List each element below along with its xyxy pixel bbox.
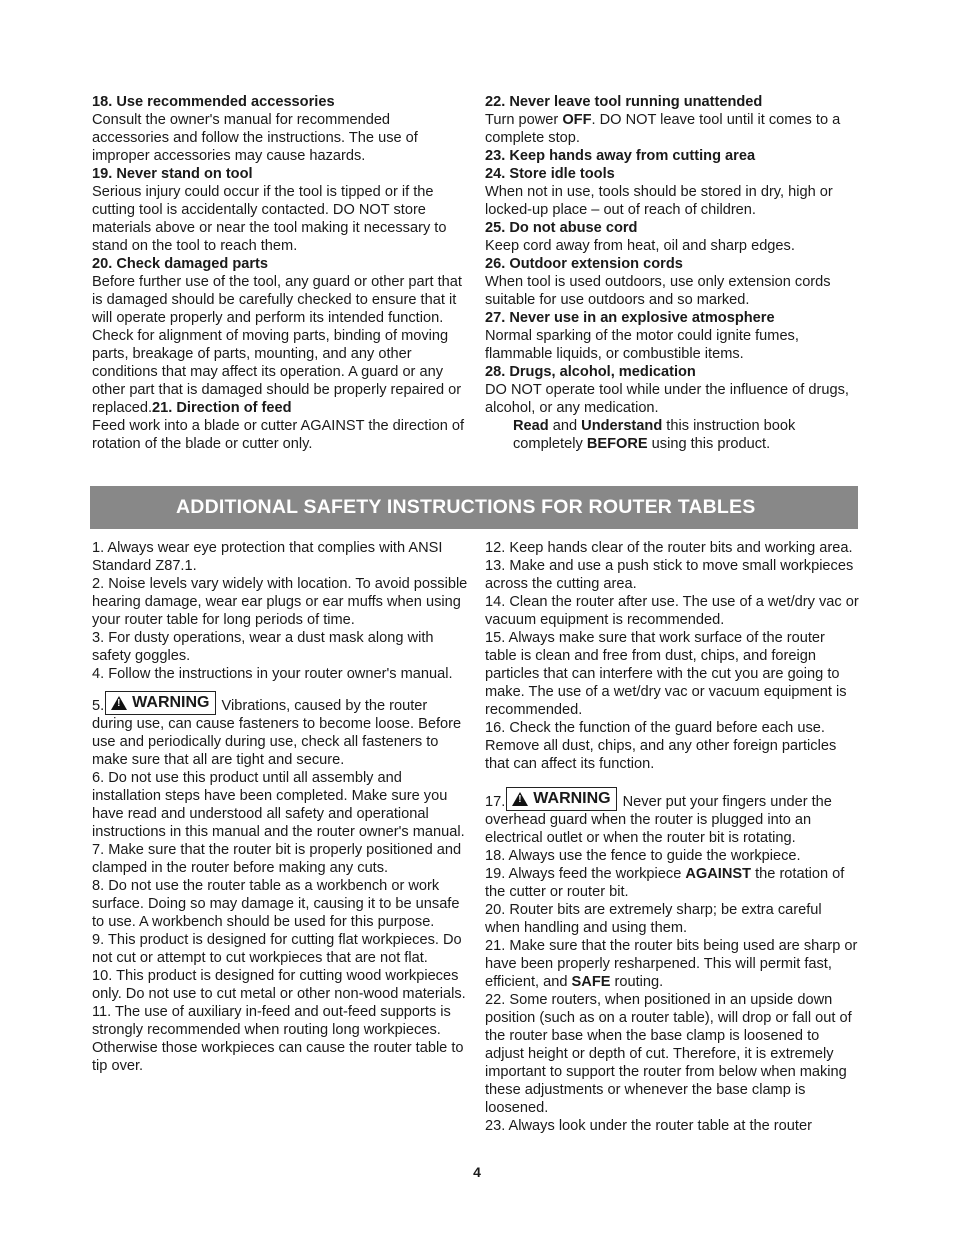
rule-text: Keep cord away from heat, oil and sharp edges. xyxy=(485,238,795,254)
router-table-column-left xyxy=(92,539,472,1075)
notice-bold: Read xyxy=(513,418,549,434)
list-item-number: 5. xyxy=(92,698,105,714)
rule-heading: 27. Never use in an explosive atmosphere xyxy=(485,310,775,326)
list-item: 7. Make sure that the router bit is properly positioned and clamped in the router before making any cuts. xyxy=(92,842,462,876)
rule-heading: 22. Never leave tool running unattended xyxy=(485,94,763,110)
list-item: 3. For dusty operations, wear a dust mask along with safety goggles. xyxy=(92,630,434,664)
warning-label xyxy=(105,691,215,715)
list-item: 20. Router bits are extremely sharp; be extra careful when handling and using them. xyxy=(485,902,822,936)
rule-text: Serious injury could occur if the tool is tipped or if the cutting tool is accidentally contacted. DO NOT store materials above or near the tool making it necessary to stand on the tool to reach them. xyxy=(92,184,447,254)
list-item-number: 17. xyxy=(485,794,506,810)
section-banner: ADDITIONAL SAFETY INSTRUCTIONS FOR ROUTER TABLES xyxy=(90,486,858,529)
list-item: 22. Some routers, when positioned in an upside down position (such as on a router table), will drop or fall out of the router base when the base clamp is loosened to adjust height or depth of cut. Therefore, it is extremely important to support the router from below when making these adjustments or whenever the base clamp is loosened. xyxy=(485,992,852,1116)
rule-text-part: . DO NOT leave tool until it comes to a complete stop. xyxy=(485,112,841,146)
list-item xyxy=(485,865,860,901)
list-item: 11. The use of auxiliary in-feed and out-feed supports is strongly recommended when routing long workpieces. Otherwise those workpieces can cause the router table to tip over. xyxy=(92,1004,464,1074)
rule-text: DO NOT operate tool while under the influence of drugs, alcohol, or any medication. xyxy=(485,382,849,416)
rule-heading: 26. Outdoor extension cords xyxy=(485,256,683,272)
list-item: 16. Check the function of the guard before each use. Remove all dust, chips, and any other foreign particles that can affect its function. xyxy=(485,720,837,772)
page-number: 4 xyxy=(473,1164,481,1180)
notice-bold: Understand xyxy=(581,418,663,434)
list-item: 8. Do not use the router table as a workbench or work surface. Doing so may damage it, causing it to be unsafe to use. A workbench should be used for this purpose. xyxy=(92,878,460,930)
list-item-bold: SAFE xyxy=(571,974,611,990)
rule-text: Normal sparking of the motor could ignite fumes, flammable liquids, or combustible items. xyxy=(485,328,799,362)
rule-text: When not in use, tools should be stored in dry, high or locked-up place – out of reach of children. xyxy=(485,184,833,218)
notice-text: and xyxy=(548,418,582,434)
list-item-text: 21. Make sure that the router bits being used are sharp or have been properly resharpened. This will permit fast, efficient, and xyxy=(485,938,858,990)
warning-text: Vibrations, caused by the router xyxy=(221,698,428,714)
list-item: 13. Make and use a push stick to move small workpieces across the cutting area. xyxy=(485,558,854,592)
rule-text-body: Before further use of the tool, any guard or other part that is damaged should be carefully checked to ensure that it will operate properly and perform its intended function. Check for alignment of moving parts, binding of moving parts, breakage of parts, mounting, and any other conditions that may affect its operation. A guard or any other part that is damaged should be properly repaired or replaced. xyxy=(92,274,462,416)
rule-heading: 23. Keep hands away from cutting area xyxy=(485,148,756,164)
warning-label-text: WARNING xyxy=(132,694,210,711)
list-item: 18. Always use the fence to guide the workpiece. xyxy=(485,848,801,864)
read-understand-notice xyxy=(485,417,857,453)
notice-bold: BEFORE xyxy=(586,436,648,452)
warning-label-text: WARNING xyxy=(533,790,611,807)
rule-heading: 19. Never stand on tool xyxy=(92,166,253,182)
list-item xyxy=(485,937,860,991)
rule-heading-inline: 21. Direction of feed xyxy=(152,400,292,416)
general-safety-column-right xyxy=(485,93,857,453)
notice-text: this instruction book completely xyxy=(513,418,796,452)
rule-text xyxy=(92,273,470,417)
list-item: 14. Clean the router after use. The use of a wet/dry vac or vacuum equipment is recommended. xyxy=(485,594,859,628)
list-item: 2. Noise levels vary widely with location. To avoid possible hearing damage, wear ear plugs or ear muffs when using your router table for long periods of time. xyxy=(92,576,468,628)
rule-text-bold: OFF xyxy=(562,112,592,128)
list-item-text: the rotation of the cutter or router bit. xyxy=(485,866,845,900)
rule-heading: 24. Store idle tools xyxy=(485,166,615,182)
list-item: 1. Always wear eye protection that complies with ANSI Standard Z87.1. xyxy=(92,540,443,574)
list-item-bold: AGAINST xyxy=(685,866,752,882)
list-item: during use, can cause fasteners to become loose. Before use and periodically during use, check all fasteners to make sure that all are tight and secure. xyxy=(92,716,462,768)
list-item: 6. Do not use this product until all assembly and installation steps have been completed. Make sure you have read and understood all safety and operational instructions in this manual and the router owner's manual. xyxy=(92,770,465,840)
list-item: 9. This product is designed for cutting flat workpieces. Do not cut or attempt to cut workpieces that are not flat. xyxy=(92,932,462,966)
warning-triangle-icon xyxy=(512,792,528,806)
general-safety-column-left xyxy=(92,93,470,453)
notice-text: using this product. xyxy=(647,436,771,452)
rule-heading: 18. Use recommended accessories xyxy=(92,94,335,110)
rule-text: Consult the owner's manual for recommended accessories and follow the instructions. The use of improper accessories may cause hazards. xyxy=(92,112,418,164)
list-item: overhead guard when the router is plugged into an electrical outlet or when the router bit is rotating. xyxy=(485,812,812,846)
router-table-column-right xyxy=(485,539,860,1135)
rule-text: Feed work into a blade or cutter AGAINST the direction of rotation of the blade or cutter only. xyxy=(92,418,465,452)
list-item: 12. Keep hands clear of the router bits and working area. xyxy=(485,540,853,556)
rule-heading: 28. Drugs, alcohol, medication xyxy=(485,364,696,380)
warning-item xyxy=(92,691,472,715)
rule-text-part: Turn power xyxy=(485,112,563,128)
list-item: 15. Always make sure that work surface of the router table is clean and free from dust, chips, and foreign particles that can interfere with the cut you are going to make. The use of a wet/dry vac or vacuum equipment is recommended. xyxy=(485,630,847,718)
warning-label xyxy=(506,787,616,811)
list-item-text: routing. xyxy=(610,974,664,990)
rule-text: When tool is used outdoors, use only extension cords suitable for use outdoors and so marked. xyxy=(485,274,831,308)
rule-heading: 20. Check damaged parts xyxy=(92,256,269,272)
rule-heading: 25. Do not abuse cord xyxy=(485,220,638,236)
list-item: 4. Follow the instructions in your router owner's manual. xyxy=(92,666,453,682)
warning-text: Never put your fingers under the xyxy=(622,794,832,810)
warning-item xyxy=(485,787,860,811)
warning-triangle-icon xyxy=(111,696,127,710)
list-item: 10. This product is designed for cutting wood workpieces only. Do not use to cut metal or other non-wood materials. xyxy=(92,968,466,1002)
rule-text xyxy=(485,111,857,147)
list-item-text: 19. Always feed the workpiece xyxy=(485,866,686,882)
list-item: 23. Always look under the router table at the router xyxy=(485,1118,812,1134)
